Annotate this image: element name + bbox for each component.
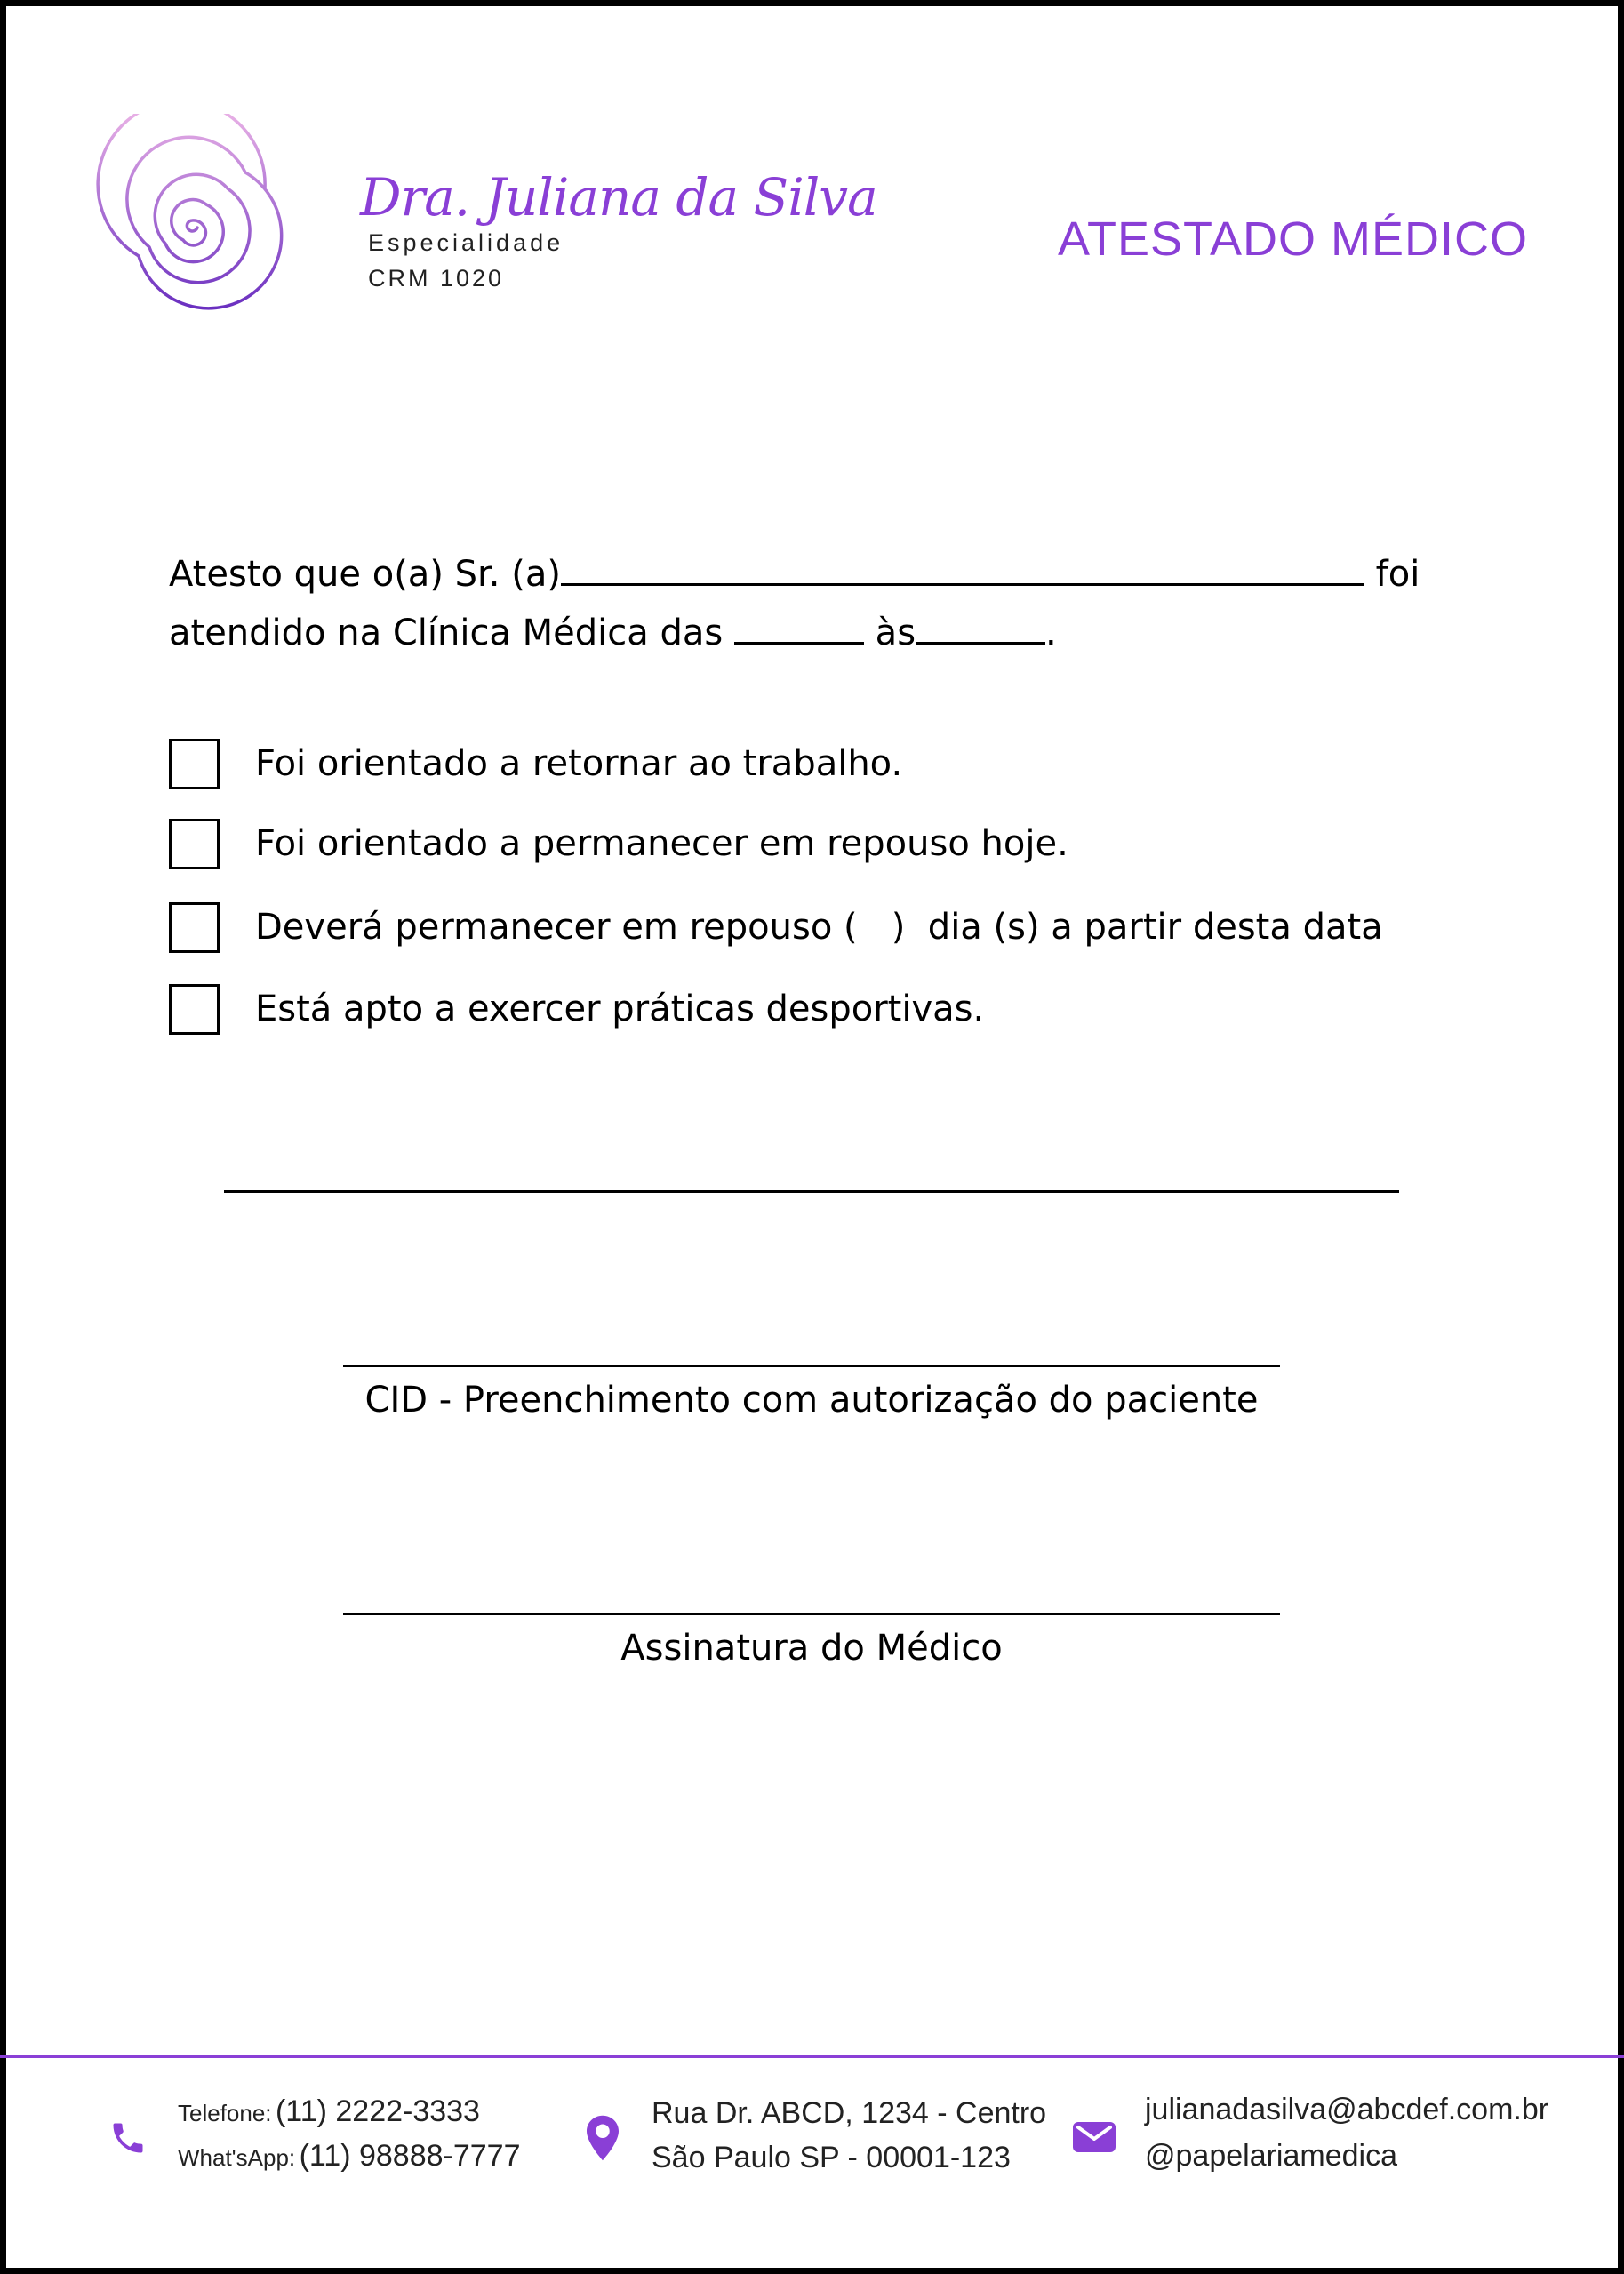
checkbox[interactable] bbox=[169, 902, 220, 953]
notes-line[interactable] bbox=[224, 1190, 1399, 1193]
spiral-logo bbox=[89, 114, 311, 345]
signature-caption: Assinatura do Médico bbox=[620, 1628, 1003, 1669]
end-time-blank[interactable] bbox=[916, 612, 1045, 645]
statement-text: Atesto que o(a) Sr. (a) bbox=[169, 554, 561, 595]
email-icon bbox=[1073, 2122, 1116, 2152]
doctor-name: Dra. Juliana da Silva bbox=[360, 167, 877, 228]
option-label: Foi orientado a permanecer em repouso hoje. bbox=[255, 823, 1068, 864]
option-label: Foi orientado a retornar ao trabalho. bbox=[255, 743, 903, 784]
location-pin-icon bbox=[583, 2114, 622, 2162]
option-rest-days[interactable] bbox=[169, 900, 1383, 955]
social-handle[interactable]: @papelariamedica bbox=[1145, 2139, 1398, 2173]
phone-number: (11) 2222-3333 bbox=[275, 2094, 480, 2128]
cid-line[interactable] bbox=[343, 1365, 1280, 1367]
statement-text: foi bbox=[1364, 554, 1420, 595]
phone-label: Telefone: bbox=[178, 2100, 272, 2126]
option-fit-for-sports[interactable] bbox=[169, 981, 984, 1037]
signature-line[interactable] bbox=[343, 1613, 1280, 1615]
checkbox[interactable] bbox=[169, 819, 220, 869]
whatsapp-label: What'sApp: bbox=[178, 2144, 296, 2171]
address-line-1: Rua Dr. ABCD, 1234 - Centro bbox=[652, 2096, 1047, 2130]
statement-text: às bbox=[863, 613, 916, 653]
doctor-crm: CRM 1020 bbox=[368, 265, 505, 292]
option-return-to-work[interactable] bbox=[169, 736, 902, 791]
whatsapp-number: (11) 98888-7777 bbox=[299, 2139, 521, 2173]
statement-line-1 bbox=[169, 553, 1420, 596]
option-label: Deverá permanecer em repouso ( ) dia (s) a partir desta data bbox=[255, 907, 1383, 948]
cid-caption: CID - Preenchimento com autorização do paciente bbox=[364, 1380, 1259, 1421]
email-address[interactable]: julianadasilva@abcdef.com.br bbox=[1145, 2093, 1549, 2126]
start-time-blank[interactable] bbox=[734, 612, 864, 645]
doctor-specialty: Especialidade bbox=[368, 229, 564, 256]
footer-divider bbox=[0, 2055, 1624, 2058]
address-line-2: São Paulo SP - 00001-123 bbox=[652, 2141, 1011, 2174]
option-rest-today[interactable] bbox=[169, 816, 1068, 871]
statement-text: atendido na Clínica Médica das bbox=[169, 613, 734, 653]
whatsapp-line bbox=[178, 2139, 520, 2174]
statement-text: . bbox=[1045, 613, 1057, 653]
phone-icon bbox=[108, 2118, 148, 2158]
checkbox[interactable] bbox=[169, 739, 220, 789]
document-title: ATESTADO MÉDICO bbox=[1057, 212, 1528, 266]
option-label: Está apto a exercer práticas desportivas. bbox=[255, 989, 985, 1029]
statement-line-2 bbox=[169, 612, 1057, 654]
checkbox[interactable] bbox=[169, 984, 220, 1035]
phone-line bbox=[178, 2094, 480, 2129]
patient-name-blank[interactable] bbox=[561, 553, 1364, 586]
